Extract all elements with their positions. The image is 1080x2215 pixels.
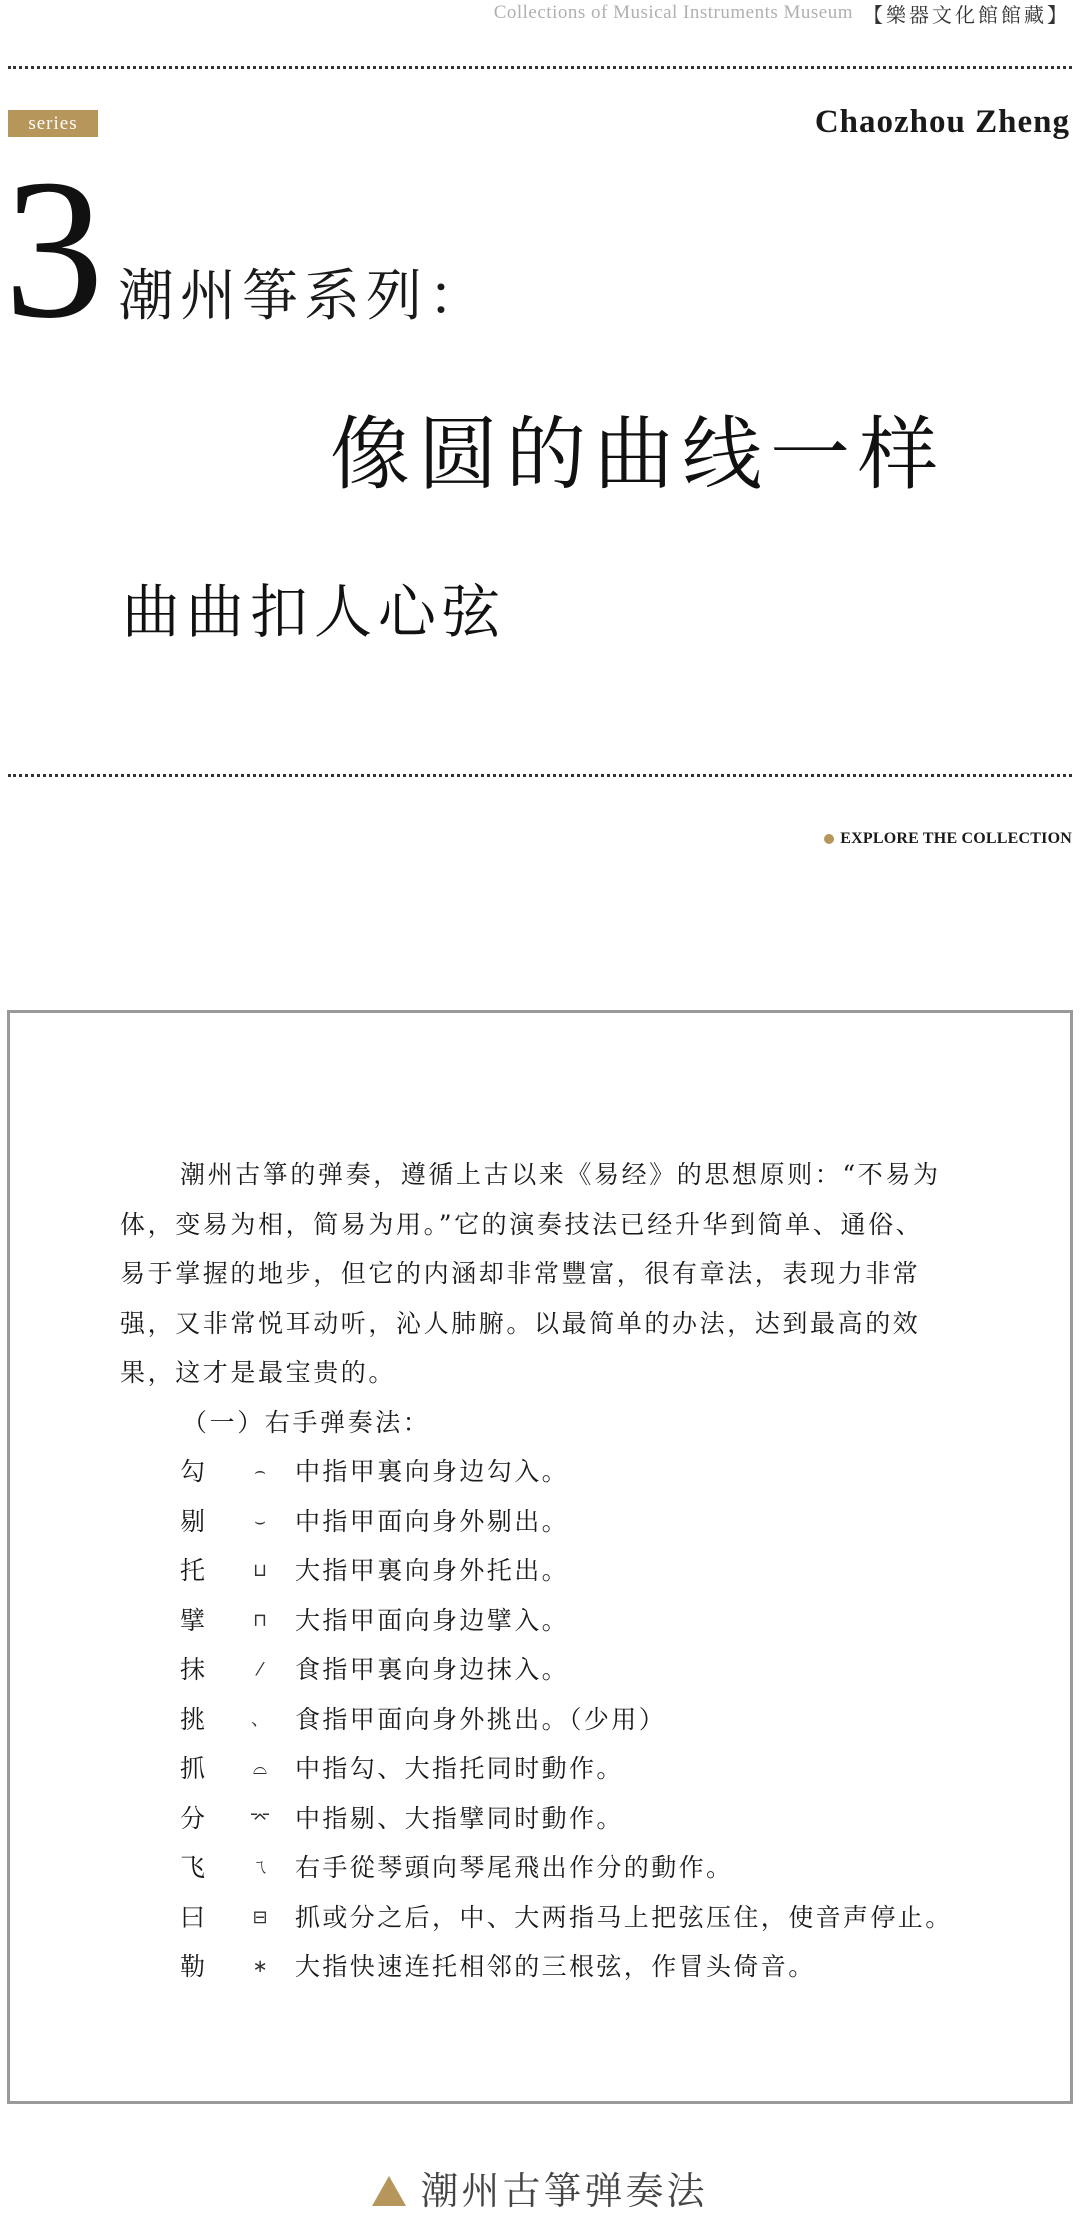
technique-name: 擘: [180, 1605, 206, 1635]
technique-description: 大指快速连托相邻的三根弦，作冒头倚音。: [295, 1952, 816, 1981]
technique-description: 中指勾、大指托同时動作。: [295, 1754, 624, 1783]
technique-symbol-icon: ⊔: [252, 1560, 268, 1581]
technique-symbol-icon: ⁄: [258, 1659, 262, 1680]
page-header: [494, 0, 1070, 26]
technique-name: 飞: [180, 1853, 206, 1882]
technique-description: 大指甲面向身边擘入。: [295, 1605, 570, 1635]
technique-row: [120, 1744, 980, 1794]
technique-symbol-icon: ∗: [252, 1956, 268, 1977]
triangle-icon: [372, 2176, 406, 2206]
technique-description: 食指甲面向身外挑出。（少用）: [295, 1704, 667, 1734]
technique-row: [120, 1695, 980, 1745]
museum-name-cn: 【樂器文化館館藏】: [863, 2, 1070, 27]
subheadline: 曲曲扣人心弦: [122, 578, 507, 646]
technique-description: 大指甲裏向身外托出。: [295, 1556, 570, 1585]
article-subtitle-en: Chaozhou Zheng: [814, 104, 1070, 140]
explore-label: EXPLORE THE COLLECTION: [840, 830, 1072, 847]
technique-row: [120, 1942, 980, 1992]
technique-symbol-icon: ⌣: [254, 1510, 266, 1532]
technique-symbol-icon: ⌤: [249, 1807, 271, 1829]
technique-symbol-icon: ㄟ: [251, 1857, 269, 1878]
technique-row: [120, 1596, 980, 1646]
technique-name: 剔: [180, 1506, 206, 1536]
technique-name: 分: [180, 1803, 206, 1833]
museum-name-en: Collections of Musical Instruments Museum: [493, 2, 853, 23]
image-caption: [0, 2160, 1080, 2215]
explore-collection-link[interactable]: [824, 830, 1072, 848]
paragraph-line: 强，又非常悦耳动听，沁人肺腑。以最简单的办法，达到最高的效: [120, 1308, 921, 1338]
technique-row: [120, 1893, 980, 1943]
technique-symbol-icon: ⌢: [254, 1461, 266, 1482]
technique-row: [120, 1794, 980, 1844]
series-badge: series: [8, 110, 98, 137]
technique-description: 抓或分之后，中、大两指马上把弦压住，使音声停止。: [295, 1902, 953, 1932]
technique-symbol-icon: ⌓: [252, 1758, 268, 1779]
document-body: [120, 1150, 980, 1992]
technique-description: 中指剔、大指擘同时動作。: [295, 1803, 624, 1833]
technique-symbol-icon: ⊟: [252, 1906, 268, 1928]
paragraph-line: 体，变易为相，简易为用。”它的演奏技法已经升华到简单、通俗、: [120, 1209, 924, 1239]
paragraph-line: 果，这才是最宝贵的。: [120, 1358, 397, 1387]
technique-symbol-icon: 、: [251, 1708, 269, 1730]
headline: 像圆的曲线一样: [330, 408, 946, 501]
technique-name: 曰: [180, 1902, 206, 1932]
technique-description: 食指甲裏向身边抹入。: [295, 1655, 570, 1684]
technique-description: 右手從琴頭向琴尾飛出作分的動作。: [295, 1853, 734, 1882]
series-title: 潮州筝系列：: [118, 264, 490, 329]
technique-row: [120, 1645, 980, 1695]
technique-description: 中指甲裏向身边勾入。: [295, 1457, 570, 1486]
section-heading: （一）右手弹奏法：: [182, 1407, 431, 1437]
technique-row: [120, 1447, 980, 1497]
technique-row: [120, 1546, 980, 1596]
technique-row: [120, 1497, 980, 1547]
paragraph-line: 易于掌握的地步，但它的内涵却非常豐富，很有章法，表现力非常: [120, 1259, 921, 1288]
bullet-dot-icon: [824, 834, 834, 844]
technique-name: 勾: [180, 1457, 206, 1486]
technique-name: 勒: [180, 1952, 206, 1981]
series-number: 3: [4, 139, 104, 360]
technique-name: 抹: [180, 1655, 206, 1684]
technique-row: [120, 1843, 980, 1893]
technique-name: 挑: [180, 1704, 206, 1734]
technique-description: 中指甲面向身外剔出。: [295, 1506, 570, 1536]
dotted-divider-top: [8, 66, 1072, 69]
caption-text: 潮州古箏弹奏法: [420, 2169, 708, 2213]
technique-name: 抓: [180, 1754, 206, 1783]
paragraph-line: 潮州古箏的弹奏，遵循上古以来《易经》的思想原则：“不易为: [180, 1160, 941, 1189]
technique-name: 托: [180, 1556, 206, 1585]
dotted-divider-middle: [8, 774, 1072, 777]
technique-symbol-icon: ⊓: [252, 1609, 268, 1631]
